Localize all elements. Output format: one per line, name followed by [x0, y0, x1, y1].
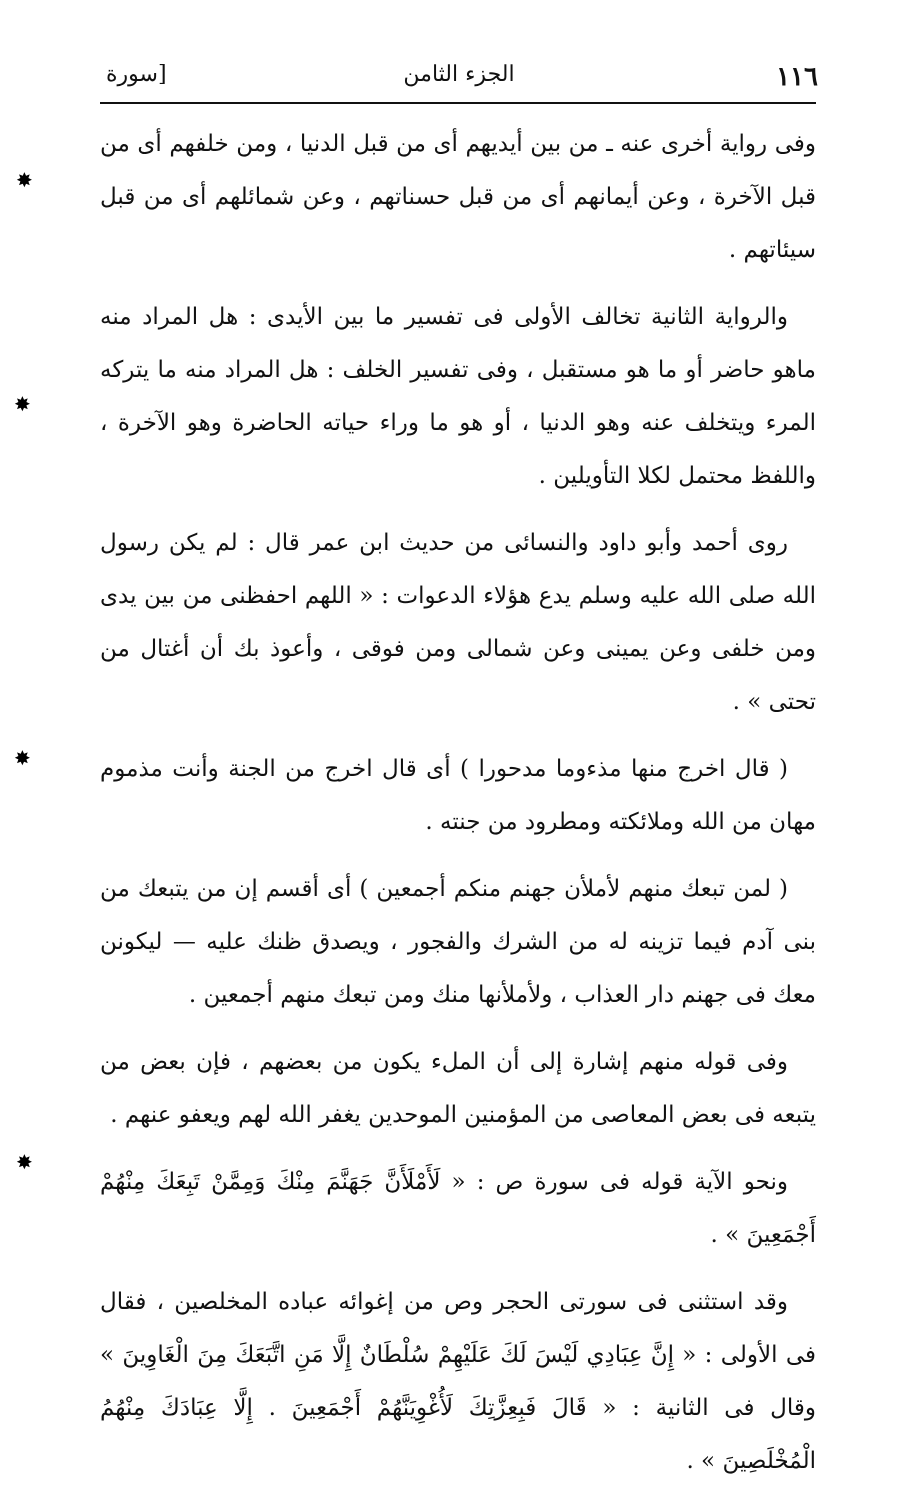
paragraph-3: روى أحمد وأبو داود والنسائى من حديث ابن عمر قال : لم يكن رسول الله صلى الله عليه وسلم يدع هؤلاء الدعوات : « اللهم احفظنى من بين يدى ومن خلفى وعن يمينى وعن شمالى ومن فوقى ، وأعوذ بك أن أغتال من تحتى » .: [100, 530, 816, 715]
paragraph-7: ونحو الآية قوله فى سورة ص : « لَأَمْلَأَنَّ جَهَنَّمَ مِنْكَ وَمِمَّنْ تَبِعَكَ مِنْهُمْ أَجْمَعِينَ » .: [100, 1169, 816, 1248]
paragraph-1: وفى رواية أخرى عنه ـ من بين أيديهم أى من قبل الدنيا ، ومن خلفهم أى من قبل الآخرة ، وعن أيمانهم أى من قبل حسناتهم ، وعن شمائلهم أى من قبل سيئاتهم .: [100, 131, 816, 263]
page-header: [100, 58, 818, 102]
paragraph-4: ( قال اخرج منها مذءوما مدحورا ) أى قال اخرج من الجنة وأنت مذموم مهان من الله وملائكته ومطرود من جنته .: [100, 756, 816, 835]
surah-label: [سورة: [106, 62, 167, 87]
paragraph-8: وقد استثنى فى سورتى الحجر وص من إغوائه عباده المخلصين ، فقال فى الأولى : « إِنَّ عِبَادِي لَيْسَ لَكَ عَلَيْهِمْ سُلْطَانٌ إِلَّا مَنِ اتَّبَعَكَ مِنَ الْغَاوِينَ » وقال فى الثانية : « قَالَ فَبِعِزَّتِكَ لَأُغْوِيَنَّهُمْ أَجْمَعِينَ . إِلَّا عِبَادَكَ مِنْهُمُ الْمُخْلَصِينَ » .: [100, 1289, 816, 1474]
paragraph-6: وفى قوله منهم إشارة إلى أن الملء يكون من بعضهم ، فإن بعض من يتبعه فى بعض المعاصى من المؤمنين الموحدين يغفر الله لهم ويعفو عنهم .: [100, 1049, 816, 1128]
margin-mark-icon: ✸: [14, 392, 31, 416]
margin-mark-icon: ✸: [14, 746, 31, 770]
paragraph-5: ( لمن تبعك منهم لأملأن جهنم منكم أجمعين ) أى أقسم إن من يتبعك من بنى آدم فيما تزينه له من الشرك والفجور ، ويصدق ظنك عليه — ليكونن معك فى جهنم دار العذاب ، ولأملأنها منك ومن تبعك منهم أجمعين .: [100, 876, 816, 1008]
page-body: [100, 118, 816, 1502]
header-rule: [100, 102, 816, 104]
margin-mark-icon: ✸: [16, 168, 33, 192]
page-number: ١١٦: [776, 62, 818, 92]
running-title: الجزء الثامن: [403, 62, 515, 87]
paragraph-2: والرواية الثانية تخالف الأولى فى تفسير ما بين الأيدى : هل المراد منه ماهو حاضر أو ما هو مستقبل ، وفى تفسير الخلف : هل المراد منه ما يتركه المرء ويتخلف عنه وهو الدنيا ، أو هو ما وراء حياته الحاضرة وهو الآخرة ، واللفظ محتمل لكلا التأويلين .: [100, 304, 816, 489]
margin-mark-icon: ✸: [16, 1150, 33, 1174]
